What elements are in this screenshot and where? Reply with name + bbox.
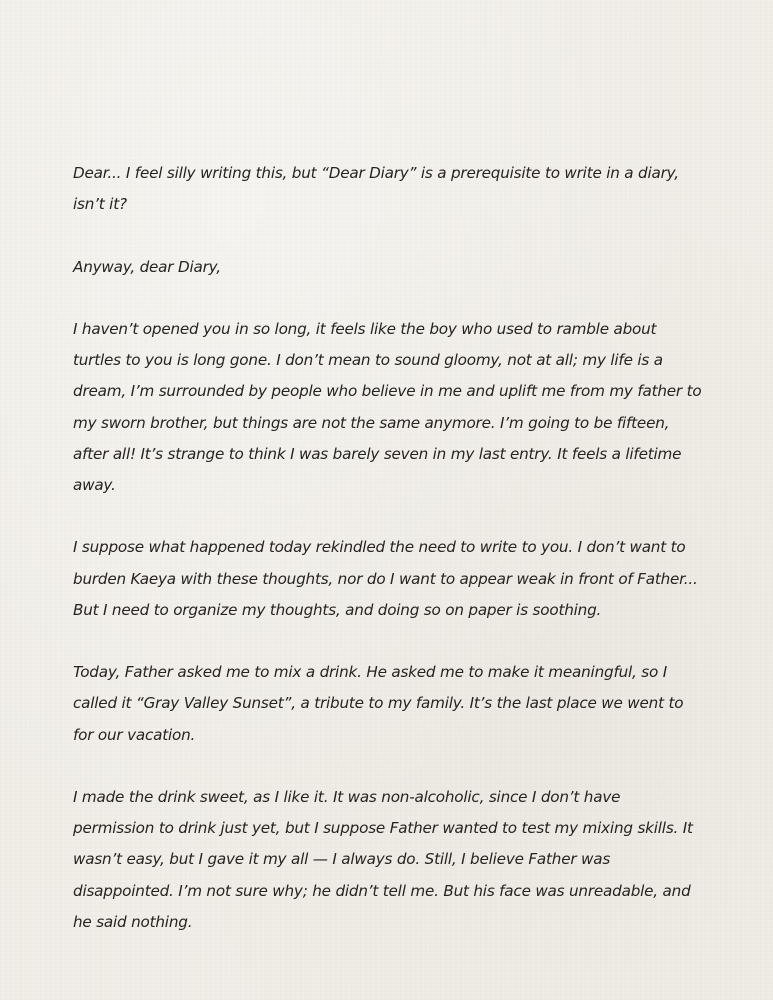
paragraph-drink: Today, Father asked me to mix a drink. He asked me to make it meaningful, so I called it “Gray Valley Sunset”, a tribute to my family. It’s the last place we went to for our vacation. (73, 663, 684, 744)
paragraph-greeting: Dear... I feel silly writing this, but “Dear Diary” is a prerequisite to write in a diary, isn’t it? (73, 164, 679, 214)
paragraph-reason: I suppose what happened today rekindled the need to write to you. I don’t want to burden Kaeya with these thoughts, nor do I want to appear weak in front of Father... But I need to organize my thoughts, and doing so on paper is soothing. (73, 538, 698, 619)
paragraph-outcome: I made the drink sweet, as I like it. It was non-alcoholic, since I don’t have permission to drink just yet, but I suppose Father wanted to test my mixing skills. It wasn’t easy, but I gave it my all — I always do. Still, I believe Father was disappointed. I’m not sure why; he didn’t tell me. But his face was unreadable, and he said nothing. (73, 787, 693, 931)
paragraph-salutation: Anyway, dear Diary, (73, 257, 221, 276)
paragraph-intro: I haven’t opened you in so long, it feels like the boy who used to ramble about turtles to you is long gone. I don’t mean to sound gloomy, not at all; my life is a dream, I’m surrounded by people who believe in me and uplift me from my father to my sworn brother, but things are not the same anymore. I’m going to be fifteen, after all! It’s strange to think I was barely seven in my last entry. It feels a lifetime away. (73, 319, 702, 494)
diary-entry (73, 158, 703, 938)
